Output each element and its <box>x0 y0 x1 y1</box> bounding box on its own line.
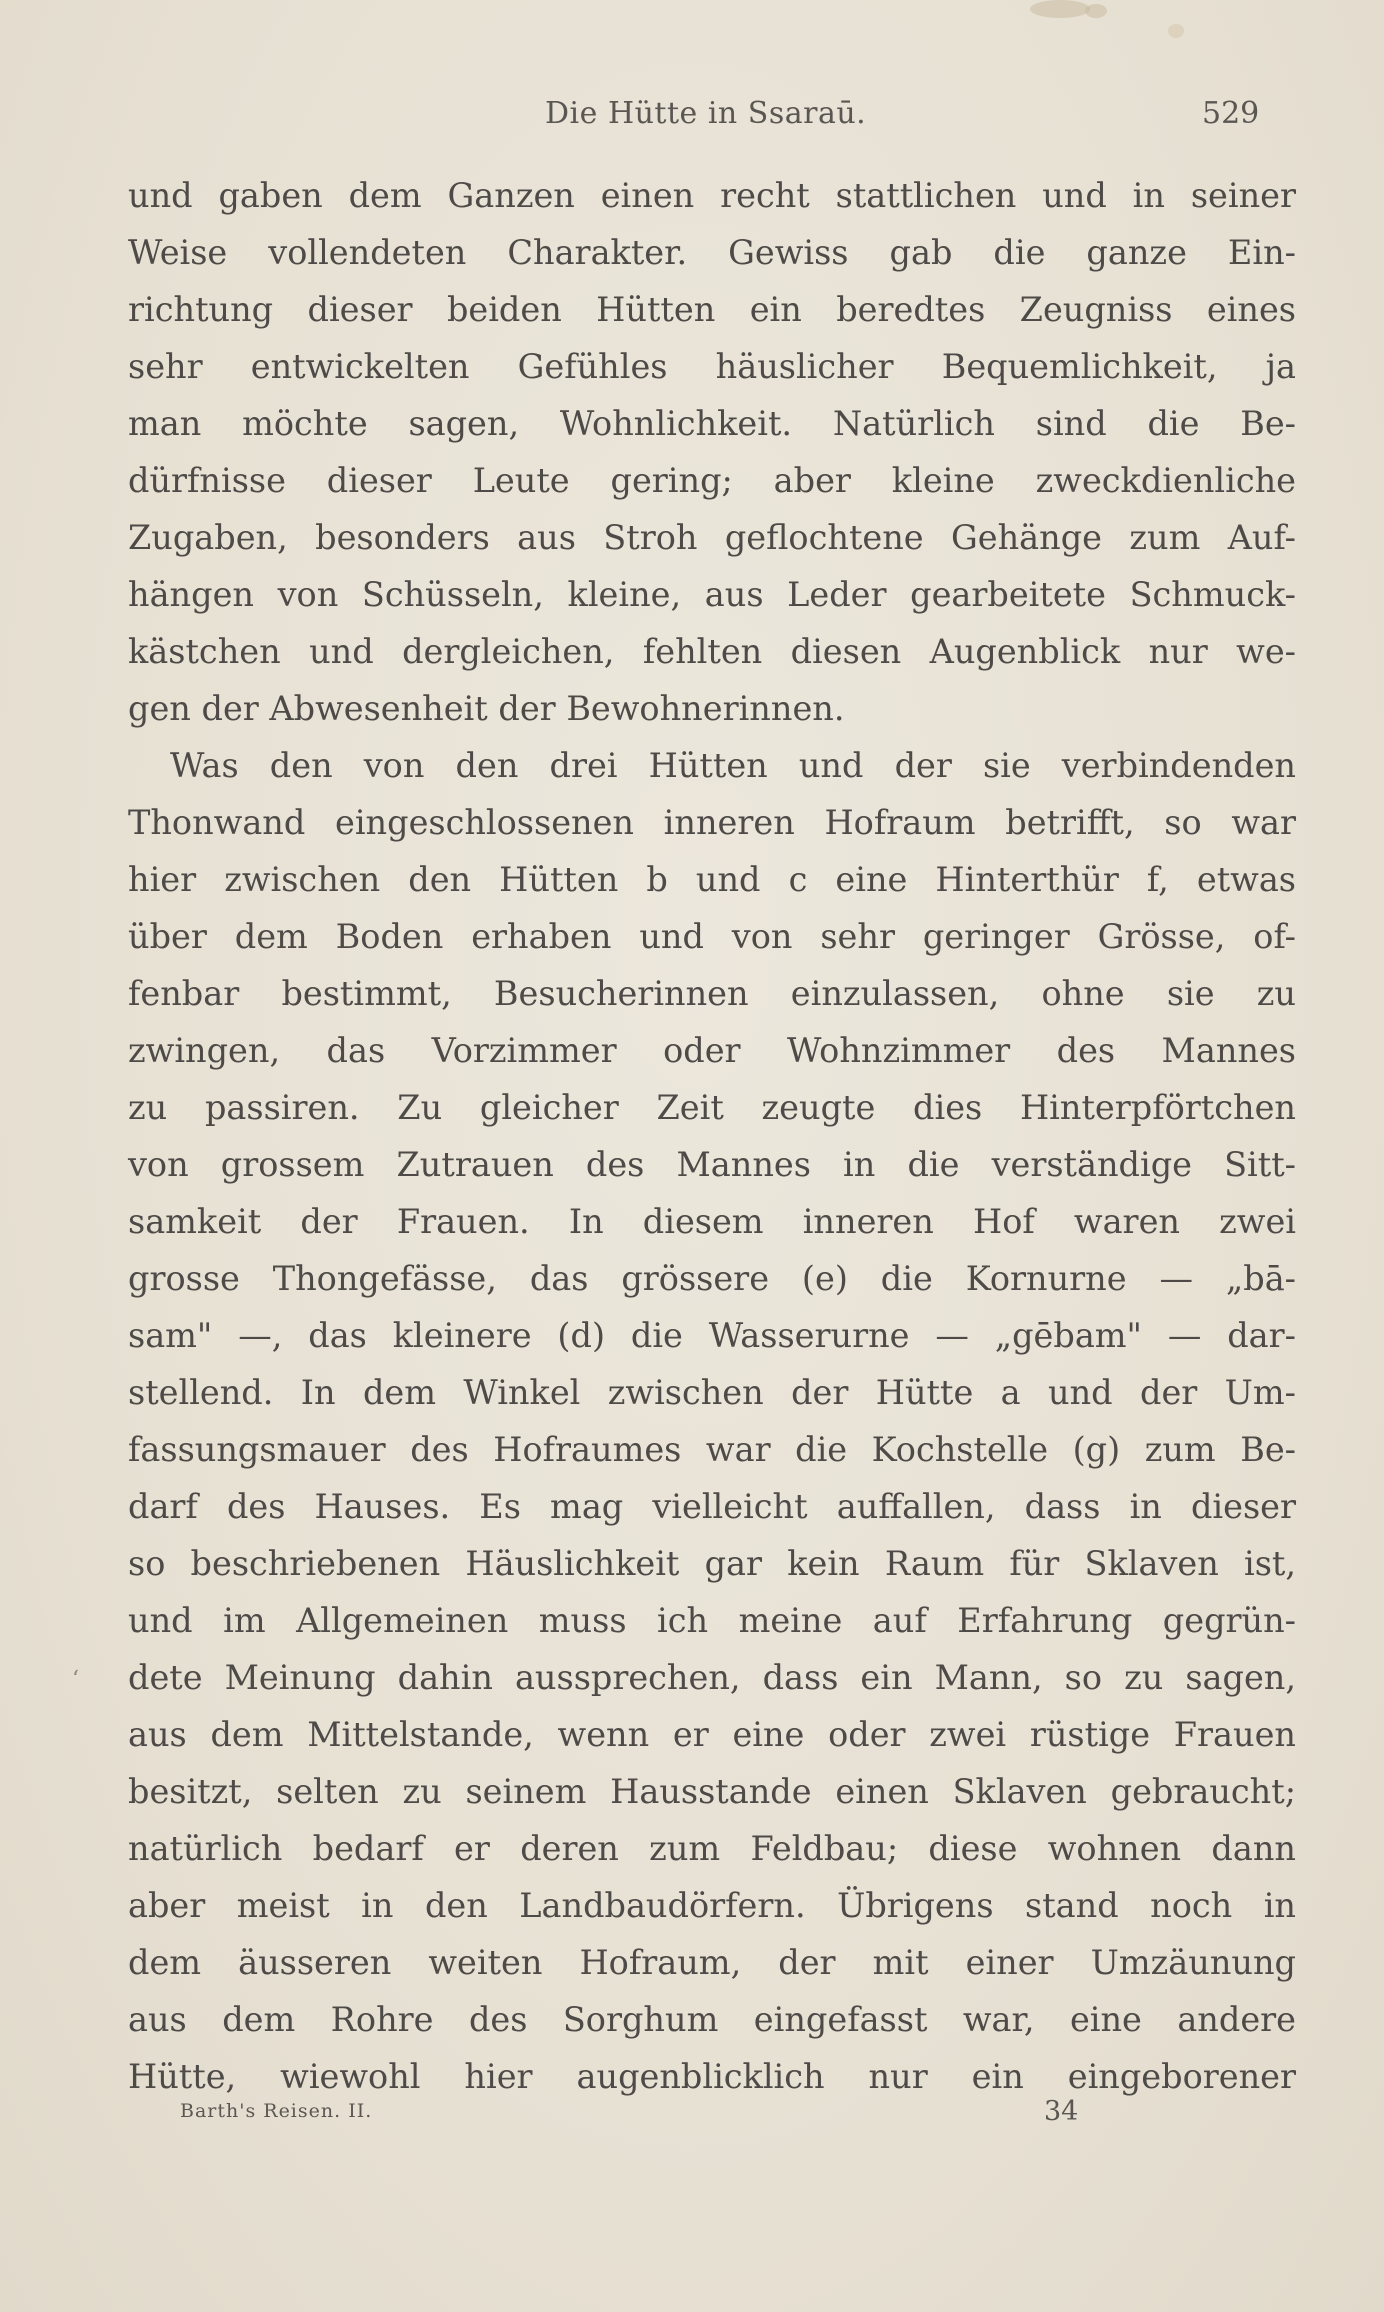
text-line: und im Allgemeinen muss ich meine auf Erfahrung gegrün- <box>128 1601 1296 1640</box>
text-line: sehr entwickelten Gefühles häuslicher Bequemlichkeit, ja <box>128 347 1296 386</box>
text-line: so beschriebenen Häuslichkeit gar kein Raum für Sklaven ist, <box>128 1544 1296 1583</box>
text-line: darf des Hauses. Es mag vielleicht auffallen, dass in dieser <box>128 1487 1296 1526</box>
text-line: kästchen und dergleichen, fehlten diesen Augenblick nur we- <box>128 632 1296 671</box>
text-line: aus dem Mittelstande, wenn er eine oder zwei rüstige Frauen <box>128 1715 1296 1754</box>
text-line: fenbar bestimmt, Besucherinnen einzulassen, ohne sie zu <box>128 974 1296 1013</box>
signature-number: 34 <box>1044 2096 1079 2127</box>
text-line: richtung dieser beiden Hütten ein beredtes Zeugniss eines <box>128 290 1296 329</box>
text-line: über dem Boden erhaben und von sehr geringer Grösse, of- <box>128 917 1296 956</box>
paper-stain <box>1085 4 1107 18</box>
text-line: Thonwand eingeschlossenen inneren Hofraum betrifft, so war <box>128 803 1296 842</box>
text-line: man möchte sagen, Wohnlichkeit. Natürlich sind die Be- <box>128 404 1296 443</box>
text-line: besitzt, selten zu seinem Hausstande einen Sklaven gebraucht; <box>128 1772 1296 1811</box>
margin-mark: ‘ <box>72 1667 79 1692</box>
text-line: fassungsmauer des Hofraumes war die Kochstelle (g) zum Be- <box>128 1430 1296 1469</box>
text-line: dete Meinung dahin aussprechen, dass ein Mann, so zu sagen, <box>128 1658 1296 1697</box>
text-line: sam" —, das kleinere (d) die Wasserurne — „gēbam" — dar- <box>128 1316 1296 1355</box>
printer-signature: Barth's Reisen. II. <box>180 2100 373 2122</box>
text-line: Weise vollendeten Charakter. Gewiss gab die ganze Ein- <box>128 233 1296 272</box>
text-line: dürfnisse dieser Leute gering; aber kleine zweckdienliche <box>128 461 1296 500</box>
text-line: samkeit der Frauen. In diesem inneren Hof waren zwei <box>128 1202 1296 1241</box>
text-line: aber meist in den Landbaudörfern. Übrigens stand noch in <box>128 1886 1296 1925</box>
text-line: grosse Thongefässe, das grössere (e) die Kornurne — „bā- <box>128 1259 1296 1298</box>
text-line: von grossem Zutrauen des Mannes in die verständige Sitt- <box>128 1145 1296 1184</box>
text-line: Hütte, wiewohl hier augenblicklich nur ein eingeborener <box>128 2057 1296 2096</box>
text-line: hängen von Schüsseln, kleine, aus Leder gearbeitete Schmuck- <box>128 575 1296 614</box>
footer <box>0 2096 1384 2136</box>
paper-stain <box>1168 24 1184 38</box>
text-line: Zugaben, besonders aus Stroh geflochtene Gehänge zum Auf- <box>128 518 1296 557</box>
text-line: zu passiren. Zu gleicher Zeit zeugte dies Hinterpförtchen <box>128 1088 1296 1127</box>
text-line-paragraph-end: gen der Abwesenheit der Bewohnerinnen. <box>128 689 845 728</box>
text-line: stellend. In dem Winkel zwischen der Hütte a und der Um- <box>128 1373 1296 1412</box>
text-line: und gaben dem Ganzen einen recht stattlichen und in seiner <box>128 176 1296 215</box>
text-line: zwingen, das Vorzimmer oder Wohnzimmer des Mannes <box>128 1031 1296 1070</box>
text-line: hier zwischen den Hütten b und c eine Hinterthür f, etwas <box>128 860 1296 899</box>
running-title: Die Hütte in Ssaraū. <box>545 96 867 131</box>
text-line: natürlich bedarf er deren zum Feldbau; diese wohnen dann <box>128 1829 1296 1868</box>
running-head <box>0 96 1384 140</box>
text-line-paragraph-start: Was den von den drei Hütten und der sie verbindenden <box>170 746 1296 785</box>
page-number: 529 <box>1202 96 1260 131</box>
text-line: dem äusseren weiten Hofraum, der mit einer Umzäunung <box>128 1943 1296 1982</box>
text-line: aus dem Rohre des Sorghum eingefasst war, eine andere <box>128 2000 1296 2039</box>
paper-stain <box>1030 0 1090 18</box>
body-text <box>128 167 1296 2105</box>
